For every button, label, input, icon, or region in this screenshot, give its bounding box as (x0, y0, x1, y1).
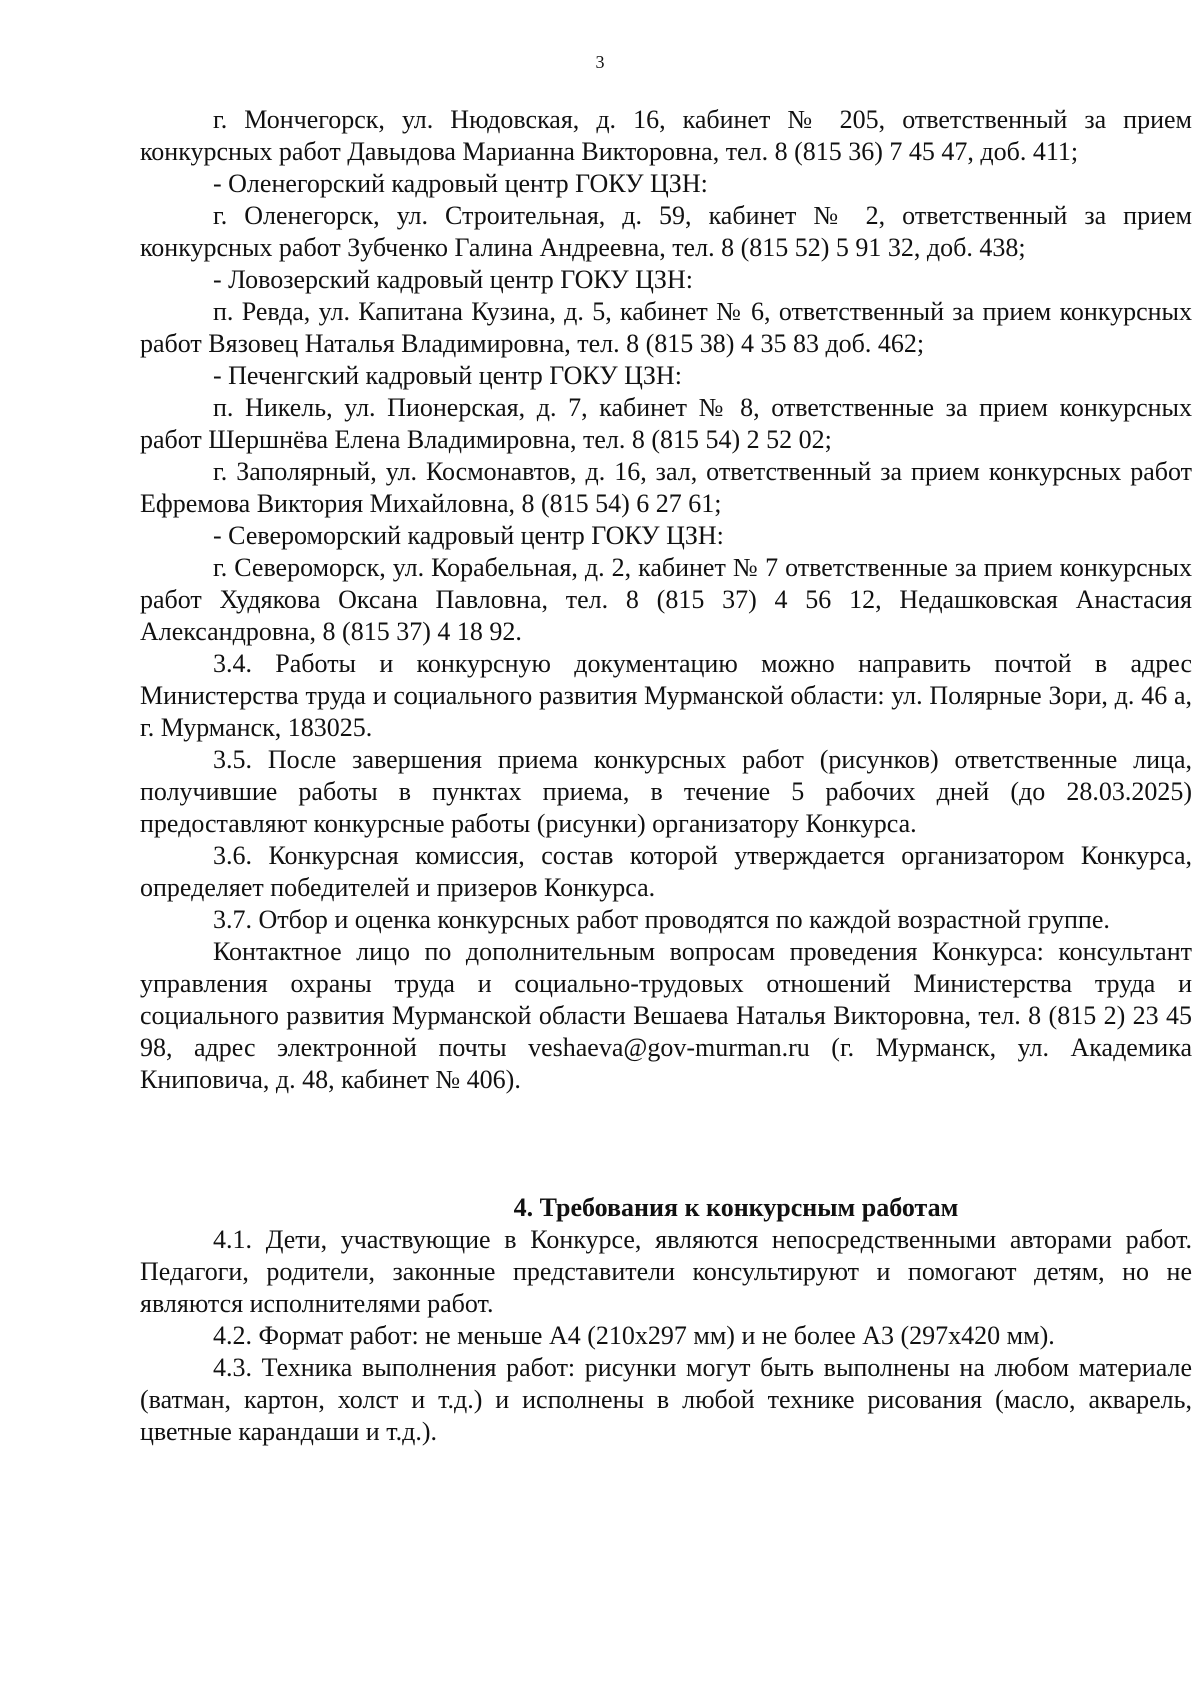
paragraph-4-1: 4.1. Дети, участвующие в Конкурсе, являются непосредственными авторами работ. Педагоги, родители, законные представители консультируют и помогают детям, но не являются исполнителями работ. (140, 1225, 1192, 1318)
page-number: 3 (595, 52, 605, 72)
paragraph-olenegorsk: г. Оленегорск, ул. Строительная, д. 59, кабинет № 2, ответственный за прием конкурсных работ Зубченко Галина Андреевна, тел. 8 (815 52) 5 91 32, доб. 438; (140, 201, 1192, 262)
paragraph-nikel: п. Никель, ул. Пионерская, д. 7, кабинет № 8, ответственные за прием конкурсных работ Шершнёва Елена Владимировна, тел. 8 (815 54) 2 52 02; (140, 393, 1192, 454)
paragraph-severomorsk-center: - Североморский кадровый центр ГОКУ ЦЗН: (213, 521, 724, 550)
paragraph-4-2: 4.2. Формат работ: не меньше А4 (210х297 мм) и не более А3 (297х420 мм). (213, 1321, 1055, 1350)
paragraph-3-7: 3.7. Отбор и оценка конкурсных работ проводятся по каждой возрастной группе. (213, 905, 1110, 934)
paragraph-contact: Контактное лицо по дополнительным вопросам проведения Конкурса: консультант управления охраны труда и социально-трудовых отношений Министерства труда и социального развития Мурманской области Вешаева Наталья Викторовна, тел. 8 (815 2) 23 45 98, адрес электронной почты veshaeva@gov-murman.ru (г. Мурманск, ул. Академика Книповича, д. 48, кабинет № 406). (140, 937, 1192, 1094)
paragraph-zapolyarny: г. Заполярный, ул. Космонавтов, д. 16, зал, ответственный за прием конкурсных работ Ефремова Виктория Михайловна, 8 (815 54) 6 27 61; (140, 457, 1192, 518)
section-gap (140, 1096, 1192, 1192)
section-heading: 4. Требования к конкурсным работам (513, 1193, 959, 1222)
paragraph-monchegorsk: г. Мончегорск, ул. Нюдовская, д. 16, кабинет № 205, ответственный за прием конкурсных работ Давыдова Марианна Викторовна, тел. 8 (815 36) 7 45 47, доб. 411; (140, 105, 1192, 166)
paragraph-4-3: 4.3. Техника выполнения работ: рисунки могут быть выполнены на любом материале (ватман, картон, холст и т.д.) и исполнены в любой технике рисования (масло, акварель, цветные карандаши и т.д.). (140, 1353, 1192, 1446)
paragraph-3-6: 3.6. Конкурсная комиссия, состав которой утверждается организатором Конкурса, определяет победителей и призеров Конкурса. (140, 841, 1192, 902)
paragraph-pechenga-center: - Печенгский кадровый центр ГОКУ ЦЗН: (213, 361, 682, 390)
paragraph-3-4: 3.4. Работы и конкурсную документацию можно направить почтой в адрес Министерства труда и социального развития Мурманской области: ул. Полярные Зори, д. 46 а, г. Мурманск, 183025. (140, 649, 1192, 742)
paragraph-severomorsk: г. Североморск, ул. Корабельная, д. 2, кабинет № 7 ответственные за прием конкурсных работ Худякова Оксана Павловна, тел. 8 (815 37) 4 56 12, Недашковская Анастасия Александровна, 8 (815 37) 4 18 92. (140, 553, 1192, 646)
paragraph-3-5: 3.5. После завершения приема конкурсных работ (рисунков) ответственные лица, получившие работы в пунктах приема, в течение 5 рабочих дней (до 28.03.2025) предоставляют конкурсные работы (рисунки) организатору Конкурса. (140, 745, 1192, 838)
paragraph-revda: п. Ревда, ул. Капитана Кузина, д. 5, кабинет № 6, ответственный за прием конкурсных работ Вязовец Наталья Владимировна, тел. 8 (815 38) 4 35 83 доб. 462; (140, 297, 1192, 358)
paragraph-olenegorsk-center: - Оленегорский кадровый центр ГОКУ ЦЗН: (213, 169, 708, 198)
document-body (140, 104, 1192, 1448)
paragraph-lovozero-center: - Ловозерский кадровый центр ГОКУ ЦЗН: (213, 265, 693, 294)
